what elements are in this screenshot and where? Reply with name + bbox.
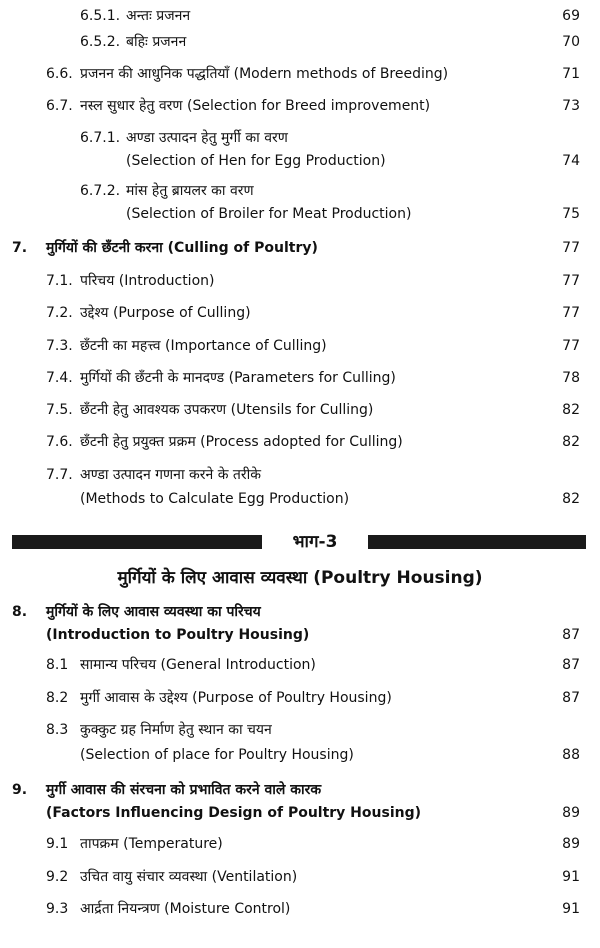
toc-entry xyxy=(0,181,600,227)
entry-title: प्रजनन की आधुनिक पद्धतियाँ (Modern methods of Breeding) xyxy=(80,66,449,82)
entry-title: अण्डा उत्पादन गणना करने के तरीके xyxy=(80,467,262,483)
entry-page: 87 xyxy=(562,690,580,706)
entry-number: 6.5.2. xyxy=(80,34,121,50)
entry-page: 73 xyxy=(562,98,580,114)
entry-page: 82 xyxy=(562,434,580,450)
divider-bar-left xyxy=(12,535,262,549)
entry-page: 88 xyxy=(562,747,580,763)
chapter-page: 77 xyxy=(562,240,580,256)
entry-title: कुक्कुट ग्रह निर्माण हेतु स्थान का चयन xyxy=(80,722,272,738)
entry-number: 6.7.1. xyxy=(80,130,121,146)
entry-title: छँटनी हेतु प्रयुक्त प्रक्रम (Process adopted for Culling) xyxy=(80,434,403,450)
entry-title: सामान्य परिचय (General Introduction) xyxy=(80,657,316,673)
entry-title: छँटनी हेतु आवश्यक उपकरण (Utensils for Culling) xyxy=(80,402,374,418)
chapter-title: मुर्गियों की छँटनी करना (Culling of Poultry) xyxy=(46,240,318,256)
chapter-title: मुर्गी आवास की संरचना को प्रभावित करने वाले कारक xyxy=(46,782,322,798)
entry-subtitle: (Methods to Calculate Egg Production) xyxy=(80,491,350,507)
entry-title: मांस हेतु ब्रायलर का वरण xyxy=(126,183,254,199)
entry-page: 77 xyxy=(562,305,580,321)
entry-page: 78 xyxy=(562,370,580,386)
entry-page: 69 xyxy=(562,8,580,24)
entry-title: बहिः प्रजनन xyxy=(126,34,187,50)
entry-number: 6.7.2. xyxy=(80,183,121,199)
chapter-title: मुर्गियों के लिए आवास व्यवस्था का परिचय xyxy=(46,604,261,620)
chapter-subtitle: (Factors Influencing Design of Poultry Housing) xyxy=(46,805,422,821)
entry-page: 77 xyxy=(562,273,580,289)
entry-number: 7.7. xyxy=(46,467,73,483)
entry-title: उद्देश्य (Purpose of Culling) xyxy=(80,305,251,321)
entry-number: 9.3 xyxy=(46,901,69,917)
entry-page: 89 xyxy=(562,836,580,852)
entry-number: 7.3. xyxy=(46,338,73,354)
chapter-page: 89 xyxy=(562,805,580,821)
part-title: मुर्गियों के लिए आवास व्यवस्था (Poultry Housing) xyxy=(117,568,483,588)
entry-title: आर्द्रता नियन्त्रण (Moisture Control) xyxy=(80,901,291,917)
entry-title: परिचय (Introduction) xyxy=(80,273,215,289)
entry-number: 9.2 xyxy=(46,869,69,885)
entry-page: 77 xyxy=(562,338,580,354)
toc-chapter xyxy=(0,602,600,648)
entry-number: 7.5. xyxy=(46,402,73,418)
toc-entry xyxy=(0,720,600,766)
chapter-number: 8. xyxy=(12,604,28,620)
entry-number: 7.1. xyxy=(46,273,73,289)
toc-entry xyxy=(0,465,600,511)
entry-subtitle: (Selection of place for Poultry Housing) xyxy=(80,747,354,763)
part-label: भाग-3 xyxy=(292,532,338,552)
entry-subtitle: (Selection of Hen for Egg Production) xyxy=(126,153,386,169)
part-divider xyxy=(0,530,600,554)
entry-title: उचित वायु संचार व्यवस्था (Ventilation) xyxy=(80,869,298,885)
entry-page: 82 xyxy=(562,491,580,507)
entry-number: 9.1 xyxy=(46,836,69,852)
chapter-subtitle: (Introduction to Poultry Housing) xyxy=(46,627,310,643)
entry-title: नस्ल सुधार हेतु वरण (Selection for Breed improvement) xyxy=(80,98,431,114)
entry-number: 6.7. xyxy=(46,98,73,114)
entry-number: 7.2. xyxy=(46,305,73,321)
entry-page: 87 xyxy=(562,657,580,673)
entry-page: 71 xyxy=(562,66,580,82)
entry-title: अण्डा उत्पादन हेतु मुर्गी का वरण xyxy=(126,130,288,146)
divider-bar-right xyxy=(368,535,586,549)
entry-title: अन्तः प्रजनन xyxy=(126,8,191,24)
entry-number: 6.6. xyxy=(46,66,73,82)
entry-number: 8.2 xyxy=(46,690,69,706)
entry-title: तापक्रम (Temperature) xyxy=(80,836,223,852)
entry-page: 91 xyxy=(562,901,580,917)
entry-page: 70 xyxy=(562,34,580,50)
entry-number: 7.6. xyxy=(46,434,73,450)
entry-number: 8.3 xyxy=(46,722,69,738)
entry-subtitle: (Selection of Broiler for Meat Production) xyxy=(126,206,412,222)
toc-chapter xyxy=(0,780,600,826)
chapter-number: 9. xyxy=(12,782,28,798)
chapter-page: 87 xyxy=(562,627,580,643)
entry-title: छँटनी का महत्त्व (Importance of Culling) xyxy=(80,338,327,354)
entry-number: 7.4. xyxy=(46,370,73,386)
entry-page: 74 xyxy=(562,153,580,169)
entry-page: 91 xyxy=(562,869,580,885)
entry-number: 8.1 xyxy=(46,657,69,673)
entry-page: 82 xyxy=(562,402,580,418)
chapter-number: 7. xyxy=(12,240,28,256)
entry-page: 75 xyxy=(562,206,580,222)
toc-entry xyxy=(0,128,600,174)
entry-title: मुर्गी आवास के उद्देश्य (Purpose of Poultry Housing) xyxy=(80,690,392,706)
entry-number: 6.5.1. xyxy=(80,8,121,24)
entry-title: मुर्गियों की छँटनी के मानदण्ड (Parameters for Culling) xyxy=(80,370,396,386)
